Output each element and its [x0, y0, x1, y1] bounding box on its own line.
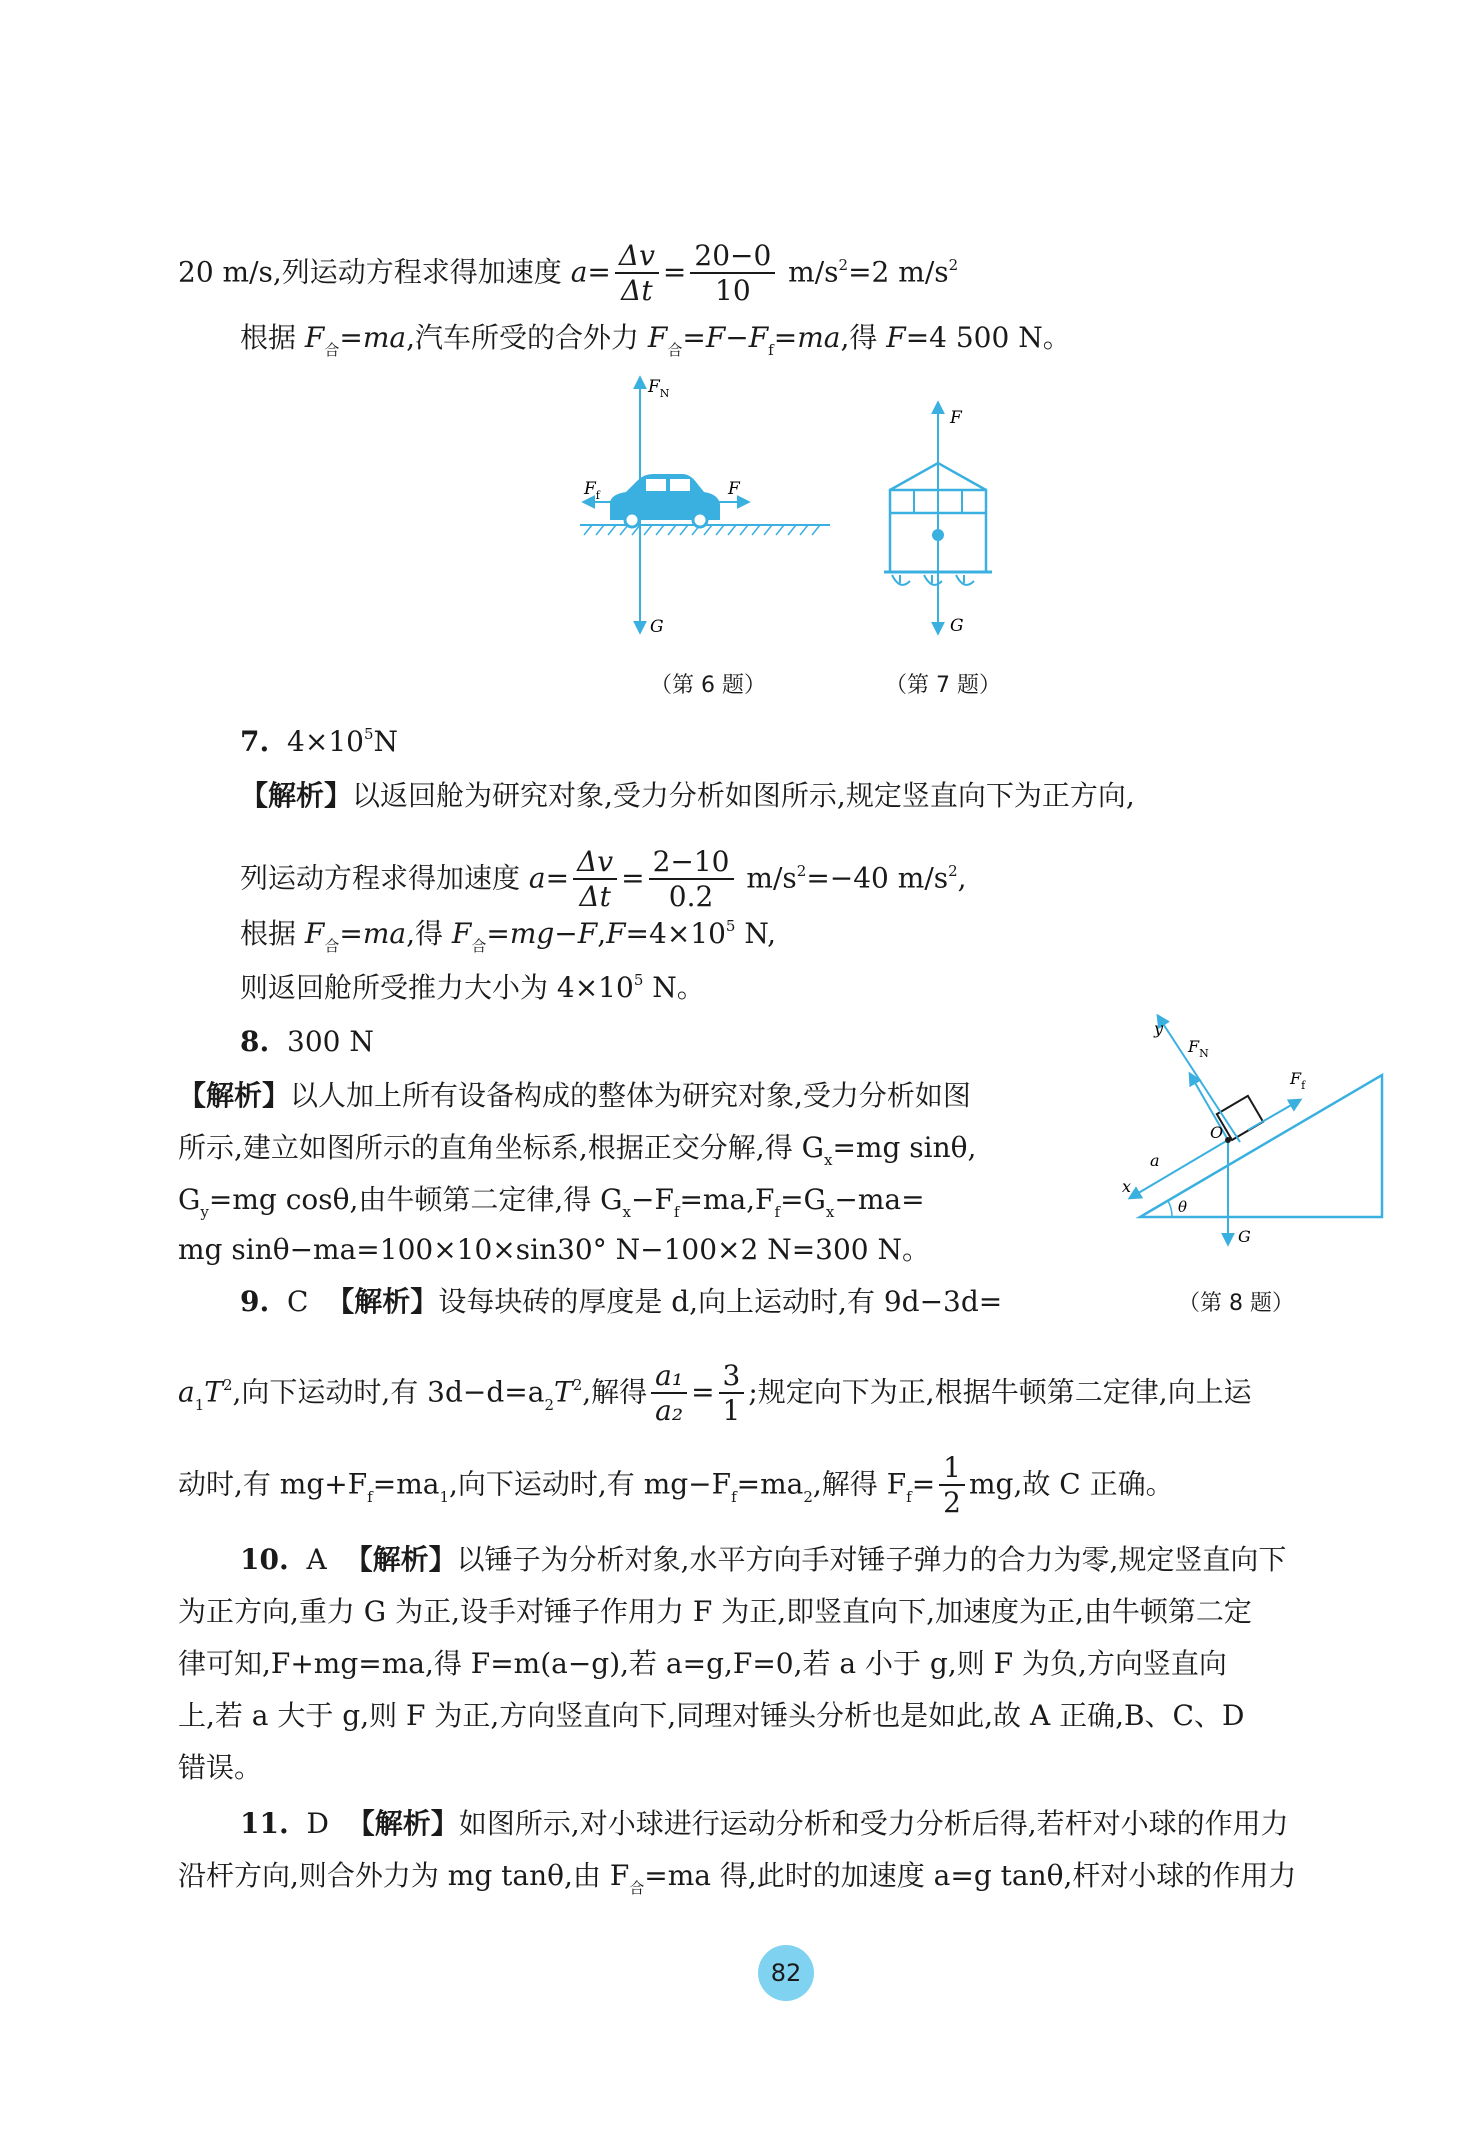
q8-analysis-line-1: 【解析】以人加上所有设备构成的整体为研究对象,受力分析如图	[178, 1079, 971, 1112]
label-FN: $F_N$	[648, 377, 670, 400]
q8-analysis-line-3: $G_y=mg$ cosθ,由牛顿第二定律,得 $G_x-F_f=ma,F_f=G_x-ma=$	[178, 1183, 925, 1221]
figure-7-capsule-forces	[870, 395, 1010, 655]
car-window	[646, 479, 666, 491]
angle-arc	[1168, 1201, 1172, 1217]
label-G: G	[650, 617, 664, 637]
fraction: $\frac{\text{a₁}}{\text{a₂}}$	[651, 1360, 687, 1428]
q10-analysis-line-5: 错误。	[178, 1751, 263, 1784]
label-FN: $F_N$	[1188, 1037, 1209, 1060]
car-wheel	[625, 513, 639, 527]
label-theta: θ	[1178, 1198, 1188, 1216]
figure-8-incline-forces	[1110, 1012, 1410, 1262]
q10-analysis-line-3: 律可知,F+mg=ma,得 F=m(a−g),若 a=g,F=0,若 a 小于 g,则 F 为负,方向竖直向	[178, 1647, 1227, 1680]
fraction: $\frac{\Delta v}{\Delta t}$	[573, 846, 617, 914]
q7-analysis-line-3: 根据 $F_合=ma$,得 $F_合=mg-F,F=4\times 10^5$ N,	[240, 917, 776, 955]
figure-8-caption: （第 8 题）	[1178, 1291, 1294, 1316]
q8-answer: 8. 300 N	[240, 1025, 374, 1058]
q9-analysis-line-1: 9. C 【解析】设每块砖的厚度是 d,向上运动时,有 9d−3d=	[240, 1285, 1003, 1318]
fraction: $\frac{1}{2}$	[939, 1452, 965, 1520]
incline-triangle	[1140, 1075, 1382, 1217]
q10-analysis-line-4: 上,若 a 大于 g,则 F 为正,方向竖直向下,同理对锤头分析也是如此,故 A 正确,B、C、D	[178, 1699, 1245, 1732]
line-net-force-car: 根据 $F_合=ma$,汽车所受的合外力 $F_合=F-F_f=ma$,得 F=4 500 N。	[240, 321, 1071, 359]
q10-analysis-line-2: 为正方向,重力 G 为正,设手对锤子作用力 F 为正,即竖直向下,加速度为正,由牛顿第二定	[178, 1595, 1252, 1628]
capsule-thrusters	[892, 575, 974, 585]
fraction: $\frac{\Delta v}{\Delta t}$	[615, 240, 659, 308]
axis-x-a	[1130, 1140, 1228, 1198]
label-y: y	[1154, 1019, 1164, 1038]
car-window	[670, 479, 690, 491]
fraction: $\frac{2-10}{0.2}$	[649, 846, 734, 914]
figure-7-caption: （第 7 题）	[885, 673, 1001, 698]
label-Ff: $F_f$	[1290, 1069, 1306, 1092]
axis-y	[1158, 1016, 1240, 1142]
q11-analysis-line-2: 沿杆方向,则合外力为 mg tanθ,由 $F_合=ma$ 得,此时的加速度 a=g tanθ,杆对小球的作用力	[178, 1859, 1297, 1897]
figure-6-caption: （第 6 题）	[650, 673, 766, 698]
q7-answer: 7. $4\times 10^5N$	[240, 725, 398, 758]
label-G: G	[1238, 1227, 1251, 1246]
label-a: a	[1150, 1151, 1160, 1170]
q8-analysis-line-4: mg sinθ−ma=100×10×sin30° N−100×2 N=300 N。	[178, 1233, 931, 1266]
label-F: F	[950, 408, 962, 428]
q7-analysis-line-1: 【解析】以返回舱为研究对象,受力分析如图所示,规定竖直向下为正方向,	[240, 779, 1135, 812]
q9-analysis-line-2: $a_1T^2$,向下运动时,有 $3d-d=a_2T^2$,解得 $\frac{\text{a₁}}{\text{a₂}}$ = $\frac{3}{1}$ ;规定向下为正,根据牛顿第二定律,向上运	[178, 1359, 1252, 1427]
point-O	[1225, 1137, 1231, 1143]
line-accel-car: 20 m/s,列运动方程求得加速度 a= $\frac{\Delta v}{\Delta t}$ = $\frac{20-0}{10}$ $m/s^2=2$ $m/s^2$	[178, 239, 959, 307]
q7-analysis-line-2: 列运动方程求得加速度 a= $\frac{\Delta v}{\Delta t}$ = $\frac{2-10}{0.2}$ $m/s^2=-40$ $m/s^2$,	[240, 845, 967, 913]
q7-analysis-line-4: 则返回舱所受推力大小为 $4\times 10^5$ N。	[240, 971, 705, 1004]
label-x: x	[1122, 1177, 1132, 1196]
page-number-badge: 82	[758, 1945, 814, 2001]
label-O: O	[1210, 1123, 1224, 1142]
label-F: F	[728, 479, 740, 499]
fraction: $\frac{3}{1}$	[719, 1360, 745, 1428]
figure-6-car-forces	[570, 370, 840, 650]
q10-analysis-line-1: 10. A 【解析】以锤子为分析对象,水平方向手对锤子弹力的合力为零,规定竖直向下	[240, 1543, 1287, 1576]
car-wheel	[693, 513, 707, 527]
q9-analysis-line-3: 动时,有 $mg+F_f=ma_1$,向下运动时,有 $mg-F_f=ma_2$,解得 $F_f=$ $\frac{1}{2}$ mg,故 C 正确。	[178, 1451, 1174, 1519]
label-G: G	[950, 616, 964, 636]
q8-analysis-line-2: 所示,建立如图所示的直角坐标系,根据正交分解,得 $G_x=mg$ sinθ,	[178, 1131, 977, 1169]
label-Ff: $F_f$	[584, 479, 600, 502]
fraction: $\frac{20-0}{10}$	[690, 240, 775, 308]
q11-analysis-line-1: 11. D 【解析】如图所示,对小球进行运动分析和受力分析后得,若杆对小球的作用力	[240, 1807, 1289, 1840]
